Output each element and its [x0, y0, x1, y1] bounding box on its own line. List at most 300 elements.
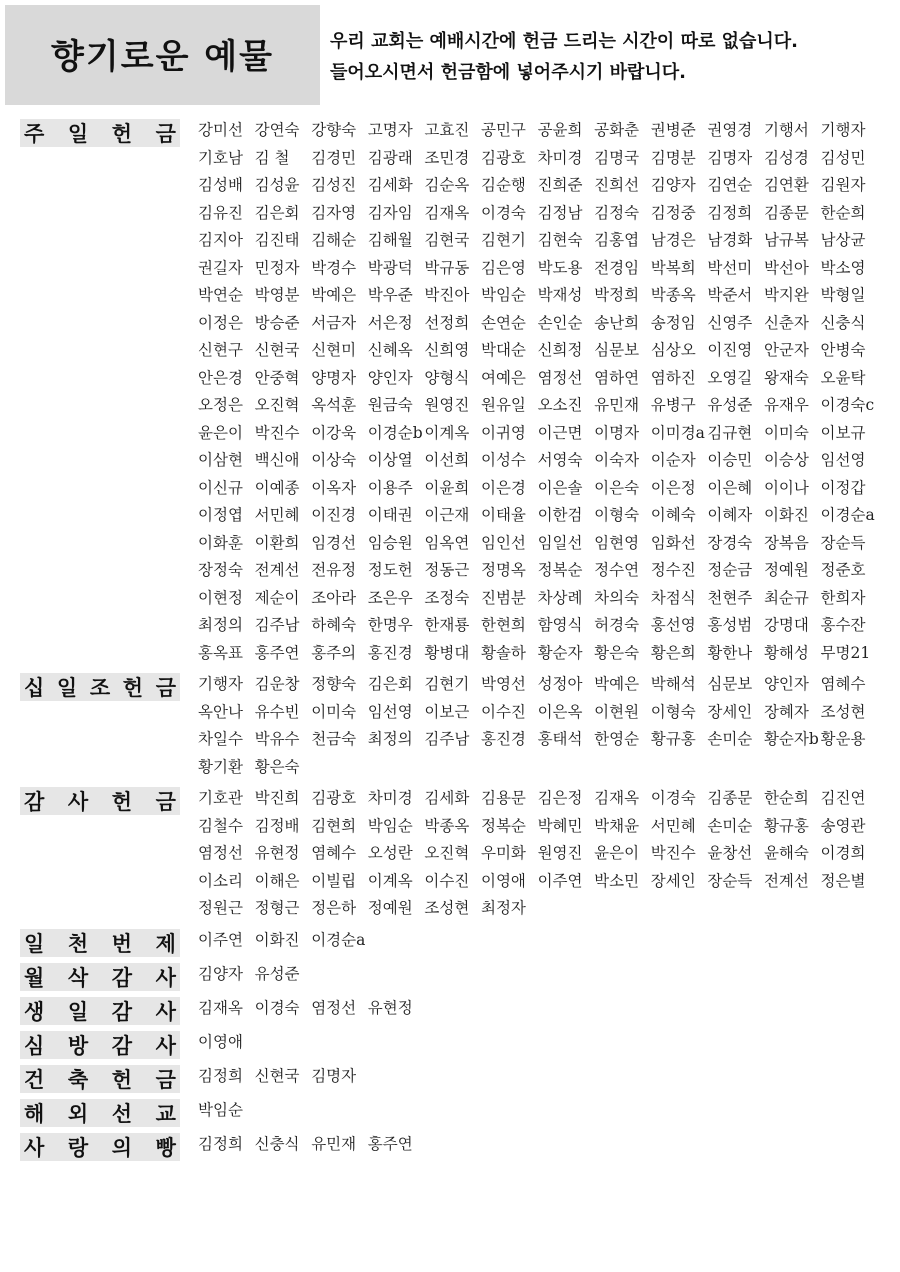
donor-name: 김재옥: [424, 203, 470, 222]
donor-name: 신희정: [537, 341, 583, 359]
section-label: 십 일 조 헌 금: [20, 673, 180, 701]
donor-name: 박해석: [650, 675, 696, 693]
donor-name: 한순희: [820, 203, 866, 222]
donor-name: 최정의: [367, 730, 413, 748]
offering-section: [20, 671, 895, 781]
donor-name: 하혜숙: [311, 616, 357, 634]
donor-name: 왕재숙: [763, 368, 809, 387]
donor-name: 김성배: [198, 176, 243, 194]
donor-name: 이승상: [763, 451, 809, 469]
donor-name: 이정은: [198, 313, 243, 332]
donor-name: 최순규: [763, 588, 809, 607]
donor-name: 천금숙: [311, 730, 357, 748]
donor-list: [198, 1063, 878, 1091]
donor-name: 이미경a: [650, 423, 705, 442]
donor-name: 김현기: [480, 231, 526, 249]
donor-name: 신춘자: [763, 313, 809, 332]
donor-name: 정순금: [707, 561, 753, 579]
donor-name: 김경민: [311, 148, 357, 167]
donor-name: 김현숙: [537, 231, 583, 249]
donor-name: 정수진: [650, 561, 696, 579]
donor-name: 양인자: [367, 368, 413, 387]
donor-name: 정동근: [424, 561, 470, 579]
donor-name: 전유정: [311, 561, 357, 579]
donor-name: 박재성: [537, 286, 583, 304]
donor-name: 박혜민: [537, 816, 583, 835]
donor-name: 차점식: [650, 588, 696, 607]
donor-name: 김재옥: [594, 789, 640, 807]
donor-name: 이태권: [367, 506, 413, 524]
page-title: 향기로운 예물: [51, 37, 274, 77]
donor-name: 김진연: [820, 789, 866, 807]
donor-name: 이명자: [594, 423, 640, 442]
donor-name: 임화선: [650, 533, 696, 552]
donor-name: 김규현: [707, 423, 753, 442]
donor-name: 윤창선: [707, 844, 753, 862]
donor-name: 김성윤: [254, 176, 300, 194]
donor-name: 한현희: [480, 616, 526, 634]
donor-name: 이태율: [480, 506, 526, 524]
donor-name: 손연순: [480, 313, 526, 332]
section-label: 감 사 헌 금: [20, 787, 180, 815]
donor-name: 심문보: [594, 341, 640, 359]
offering-section: [20, 961, 895, 991]
donor-name: 조정숙: [424, 588, 470, 607]
donor-name: 김자임: [367, 203, 413, 222]
donor-name: 이형숙: [650, 702, 696, 721]
donor-name: 신현국: [254, 1066, 300, 1085]
donor-name: 홍수잔: [820, 616, 866, 634]
donor-name: 박준서: [707, 286, 753, 304]
donor-name: 신현구: [198, 341, 243, 359]
donor-name: 이혜숙: [650, 506, 696, 524]
offering-notice: [330, 26, 895, 88]
offering-section: [20, 1097, 895, 1127]
donor-name: 정예원: [367, 899, 413, 917]
donor-name: 장세인: [707, 702, 753, 721]
donor-name: 김철수: [198, 816, 243, 835]
donor-name: 김양자: [198, 964, 243, 983]
donor-name: 정수연: [594, 561, 640, 579]
donor-name: 차의숙: [594, 588, 640, 607]
donor-name: 김정배: [254, 816, 300, 835]
donor-name: 이성수: [480, 451, 526, 469]
donor-name: 김주남: [424, 730, 470, 748]
donor-name: 양형식: [424, 368, 470, 387]
donor-name: 김해순: [311, 231, 357, 249]
donor-name: 이은옥: [537, 702, 583, 721]
donor-name: 김순행: [480, 176, 526, 194]
donor-name: 김정희: [198, 1066, 243, 1085]
donor-name: 염정선: [198, 844, 243, 862]
donor-name: 차일수: [198, 730, 243, 748]
donor-name: 황은희: [650, 643, 696, 662]
donor-name: 정원근: [198, 899, 243, 917]
donor-name: 오진혁: [424, 844, 470, 862]
donor-name: 최정자: [480, 899, 526, 917]
donor-name: 장순득: [707, 871, 753, 890]
donor-name: 옥안나: [198, 702, 243, 721]
donor-name: 황은숙: [594, 643, 640, 662]
donor-name: 황기환: [198, 757, 243, 776]
donor-name: 제순이: [254, 588, 300, 607]
donor-name: 이영애: [480, 871, 526, 890]
donor-name: 박진아: [424, 286, 470, 304]
donor-name: 서영숙: [537, 451, 583, 469]
donor-name: 권길자: [198, 258, 243, 277]
donor-name: 임옥연: [424, 533, 470, 552]
donor-name: 이윤희: [424, 478, 470, 497]
donor-name: 박경수: [311, 258, 357, 277]
donor-name: 남규복: [763, 231, 809, 249]
donor-name: 이옥자: [311, 478, 357, 497]
donor-name: 임선영: [367, 702, 413, 721]
donor-name: 성정아: [537, 675, 583, 693]
donor-name: 이경숙c: [820, 396, 875, 414]
donor-name: 박선미: [707, 258, 753, 277]
donor-name: 황운용: [820, 730, 866, 748]
donor-name: 황순자b: [763, 730, 819, 748]
donor-name: 서금자: [311, 313, 357, 332]
donor-name: 이경숙: [254, 998, 300, 1017]
donor-name: 남경은: [650, 231, 696, 249]
donor-name: 이이나: [763, 478, 809, 497]
offering-section: [20, 1063, 895, 1093]
donor-name: 이계옥: [424, 423, 470, 442]
donor-name: 원유일: [480, 396, 526, 414]
donor-name: 박진수: [254, 423, 300, 442]
donor-name: 홍옥표: [198, 643, 243, 662]
section-label: 건 축 헌 금: [20, 1065, 180, 1093]
donor-name: 서민혜: [650, 816, 696, 835]
donor-name: 이보근: [424, 702, 470, 721]
donor-name: 오진혁: [254, 396, 300, 414]
donor-name: 권병준: [650, 121, 696, 139]
donor-name: 차상례: [537, 588, 583, 607]
donor-name: 김정남: [537, 203, 583, 222]
donor-name: 유현정: [367, 998, 413, 1017]
donor-name: 박소영: [820, 258, 866, 277]
donor-name: 정준호: [820, 561, 866, 579]
donor-name: 이형숙: [594, 506, 640, 524]
donor-name: 김명자: [707, 148, 753, 167]
donor-name: 이한검: [537, 506, 583, 524]
donor-name: 유성준: [707, 396, 753, 414]
donor-name: 신현미: [311, 341, 357, 359]
donor-name: 김정숙: [594, 203, 640, 222]
donor-name: 박임순: [367, 816, 413, 835]
donor-name: 강향숙: [311, 121, 357, 139]
donor-name: 김정희: [198, 1134, 243, 1153]
donor-name: 천현주: [707, 588, 753, 607]
donor-name: 최정의: [198, 616, 243, 634]
donor-name: 장복음: [763, 533, 809, 552]
donor-name: 이은혜: [707, 478, 753, 497]
donor-name: 이상열: [367, 451, 413, 469]
donor-name: 정복순: [480, 816, 526, 835]
donor-name: 공윤희: [537, 121, 583, 139]
donor-name: 정복순: [537, 561, 583, 579]
donor-name: 여예은: [480, 368, 526, 387]
donor-name: 양명자: [311, 368, 357, 387]
donor-name: 이경순b: [367, 423, 423, 442]
donor-name: 정명옥: [480, 561, 526, 579]
donor-name: 이경순a: [820, 506, 875, 524]
donor-name: 김성경: [763, 148, 809, 167]
donor-name: 박소민: [594, 871, 640, 890]
donor-name: 이삼현: [198, 451, 243, 469]
donor-name: 박채윤: [594, 816, 640, 835]
offering-section: [20, 117, 895, 667]
donor-name: 이소리: [198, 871, 243, 890]
donor-name: 김정중: [650, 203, 696, 222]
donor-name: 박진수: [650, 844, 696, 862]
donor-name: 이주연: [198, 930, 243, 949]
donor-name: 김은회: [367, 675, 413, 693]
donor-name: 서은정: [367, 313, 413, 332]
donor-name: 이진영: [707, 341, 753, 359]
offering-section: [20, 927, 895, 957]
donor-name: 신영주: [707, 313, 753, 332]
donor-name: 조성현: [820, 702, 866, 721]
donor-name: 염정선: [311, 998, 357, 1017]
donor-name: 김광호: [311, 789, 357, 807]
offering-section: [20, 1029, 895, 1059]
donor-name: 임인선: [480, 533, 526, 552]
donor-name: 김광래: [367, 148, 413, 167]
donor-name: 임경선: [311, 533, 357, 552]
donor-name: 전계선: [763, 871, 809, 890]
donor-name: 유성준: [254, 964, 300, 983]
donor-name: 한희자: [820, 588, 866, 607]
donor-name: 김종문: [763, 203, 809, 222]
donor-name: 김유진: [198, 203, 243, 222]
donor-name: 오성란: [367, 844, 413, 862]
donor-name: 김용문: [480, 789, 526, 807]
donor-name: 유민재: [594, 396, 640, 414]
donor-name: 김현희: [311, 816, 357, 835]
donor-name: 김 철: [254, 148, 290, 167]
donor-name: 진희선: [594, 176, 640, 194]
donor-name: 박영선: [480, 675, 526, 693]
donor-name: 김은영: [480, 258, 526, 277]
donor-name: 정향숙: [311, 675, 357, 693]
donor-name: 기호남: [198, 148, 243, 167]
donor-name: 이경숙: [480, 203, 526, 222]
donor-name: 권영경: [707, 121, 753, 139]
donor-name: 김재옥: [198, 998, 243, 1017]
donor-name: 이화훈: [198, 533, 243, 552]
donor-name: 이미숙: [311, 702, 357, 721]
donor-name: 이은숙: [594, 478, 640, 497]
donor-name: 김순옥: [424, 176, 470, 194]
donor-name: 우미화: [480, 844, 526, 862]
donor-name: 이귀영: [480, 423, 526, 442]
donor-name: 이정갑: [820, 478, 866, 497]
donor-name: 염혜수: [311, 844, 357, 862]
donor-name: 강미선: [198, 121, 243, 139]
donor-name: 홍태석: [537, 730, 583, 748]
donor-name: 황한나: [707, 643, 753, 662]
donor-name: 이화진: [763, 506, 809, 524]
donor-name: 김홍엽: [594, 231, 640, 249]
donor-name: 박도용: [537, 258, 583, 277]
donor-name: 황병대: [424, 643, 470, 662]
donor-name: 한재룡: [424, 616, 470, 634]
donor-name: 김해월: [367, 231, 413, 249]
donor-name: 염혜수: [820, 675, 866, 693]
donor-name: 유병구: [650, 396, 696, 414]
donor-name: 박광덕: [367, 258, 413, 277]
donor-name: 이근면: [537, 423, 583, 442]
donor-name: 진범분: [480, 588, 526, 607]
donor-name: 정은하: [311, 899, 357, 917]
donor-name: 박지완: [763, 286, 809, 304]
donor-name: 이선희: [424, 451, 470, 469]
donor-name: 이강욱: [311, 423, 357, 442]
donor-name: 허경숙: [594, 616, 640, 634]
donor-name: 차미경: [537, 148, 583, 167]
donor-name: 염정선: [537, 368, 583, 387]
donor-name: 염하연: [594, 368, 640, 387]
donor-name: 심문보: [707, 675, 753, 693]
donor-name: 박임순: [198, 1100, 243, 1119]
offering-sections: [20, 117, 895, 1165]
donor-name: 이정엽: [198, 506, 243, 524]
donor-name: 오영길: [707, 368, 753, 387]
donor-name: 신현국: [254, 341, 300, 359]
donor-name: 옥석훈: [311, 396, 357, 414]
donor-name: 임승원: [367, 533, 413, 552]
donor-name: 황규홍: [650, 730, 696, 748]
donor-name: 오윤탁: [820, 368, 866, 387]
donor-name: 한명우: [367, 616, 413, 634]
donor-name: 박예은: [311, 286, 357, 304]
donor-name: 임일선: [537, 533, 583, 552]
donor-name: 홍진경: [480, 730, 526, 748]
donor-name: 강연숙: [254, 121, 300, 139]
donor-name: 박종옥: [650, 286, 696, 304]
donor-name: 신희영: [424, 341, 470, 359]
donor-name: 정은별: [820, 871, 866, 890]
donor-name: 신충식: [254, 1134, 300, 1153]
donor-name: 이현원: [594, 702, 640, 721]
donor-name: 김성진: [311, 176, 357, 194]
donor-name: 전경임: [594, 258, 640, 277]
donor-name: 김세화: [367, 176, 413, 194]
donor-name: 기행자: [198, 675, 243, 693]
donor-name: 이주연: [537, 871, 583, 890]
donor-name: 차미경: [367, 789, 413, 807]
donor-name: 무명21: [820, 643, 871, 662]
donor-list: [198, 1097, 878, 1125]
donor-name: 송정임: [650, 313, 696, 332]
donor-name: 박정희: [594, 286, 640, 304]
donor-name: 남상균: [820, 231, 866, 249]
donor-name: 김현국: [424, 231, 470, 249]
donor-name: 장정숙: [198, 561, 243, 579]
donor-name: 이영애: [198, 1032, 243, 1051]
donor-name: 김연순: [707, 176, 753, 194]
donor-name: 기행서: [763, 121, 809, 139]
donor-name: 김세화: [424, 789, 470, 807]
donor-name: 양인자: [763, 675, 809, 693]
donor-name: 박진희: [254, 789, 300, 807]
donor-name: 박영분: [254, 286, 300, 304]
donor-name: 김원자: [820, 176, 866, 194]
donor-name: 이현정: [198, 588, 243, 607]
donor-name: 공화춘: [594, 121, 640, 139]
donor-name: 홍진경: [367, 643, 413, 662]
donor-name: 김광호: [480, 148, 526, 167]
donor-name: 정예원: [763, 561, 809, 579]
donor-name: 김지아: [198, 231, 243, 249]
donor-name: 황솔하: [480, 643, 526, 662]
donor-name: 오정은: [198, 396, 243, 414]
donor-name: 손미순: [707, 816, 753, 835]
donor-name: 홍선영: [650, 616, 696, 634]
donor-name: 이보규: [820, 423, 866, 442]
donor-name: 박연순: [198, 286, 243, 304]
donor-name: 이신규: [198, 478, 243, 497]
donor-name: 심상오: [650, 341, 696, 359]
donor-list: [198, 117, 878, 667]
donor-name: 윤은이: [198, 423, 243, 442]
donor-name: 송영관: [820, 816, 866, 835]
donor-name: 원영진: [537, 844, 583, 862]
donor-name: 이수진: [480, 702, 526, 721]
donor-name: 선정희: [424, 313, 470, 332]
donor-name: 원금숙: [367, 396, 413, 414]
donor-name: 남경화: [707, 231, 753, 249]
donor-name: 장순득: [820, 533, 866, 552]
donor-name: 황규홍: [763, 816, 809, 835]
donor-name: 박유수: [254, 730, 300, 748]
donor-name: 김연환: [763, 176, 809, 194]
donor-name: 유민재: [311, 1134, 357, 1153]
donor-name: 원영진: [424, 396, 470, 414]
donor-name: 김운창: [254, 675, 300, 693]
donor-name: 박종옥: [424, 816, 470, 835]
offering-section: [20, 1131, 895, 1161]
section-label: 심 방 감 사: [20, 1031, 180, 1059]
donor-name: 공민구: [480, 121, 526, 139]
donor-name: 신혜옥: [367, 341, 413, 359]
donor-name: 김자영: [311, 203, 357, 222]
donor-name: 이경희: [820, 844, 866, 862]
donor-name: 이해은: [254, 871, 300, 890]
donor-name: 박예은: [594, 675, 640, 693]
donor-name: 김정희: [707, 203, 753, 222]
donor-name: 안군자: [763, 341, 809, 359]
donor-name: 손인순: [537, 313, 583, 332]
donor-name: 김명자: [311, 1066, 357, 1085]
donor-name: 방승준: [254, 313, 300, 332]
donor-name: 오소진: [537, 396, 583, 414]
donor-name: 장경숙: [707, 533, 753, 552]
donor-list: [198, 927, 878, 955]
donor-name: 고명자: [367, 121, 413, 139]
donor-name: 함영식: [537, 616, 583, 634]
donor-name: 한영순: [594, 730, 640, 748]
donor-name: 유재우: [763, 396, 809, 414]
donor-name: 이빌립: [311, 871, 357, 890]
donor-name: 이상숙: [311, 451, 357, 469]
donor-name: 박임순: [480, 286, 526, 304]
donor-name: 이용주: [367, 478, 413, 497]
donor-name: 조은우: [367, 588, 413, 607]
donor-name: 안은경: [198, 368, 243, 387]
